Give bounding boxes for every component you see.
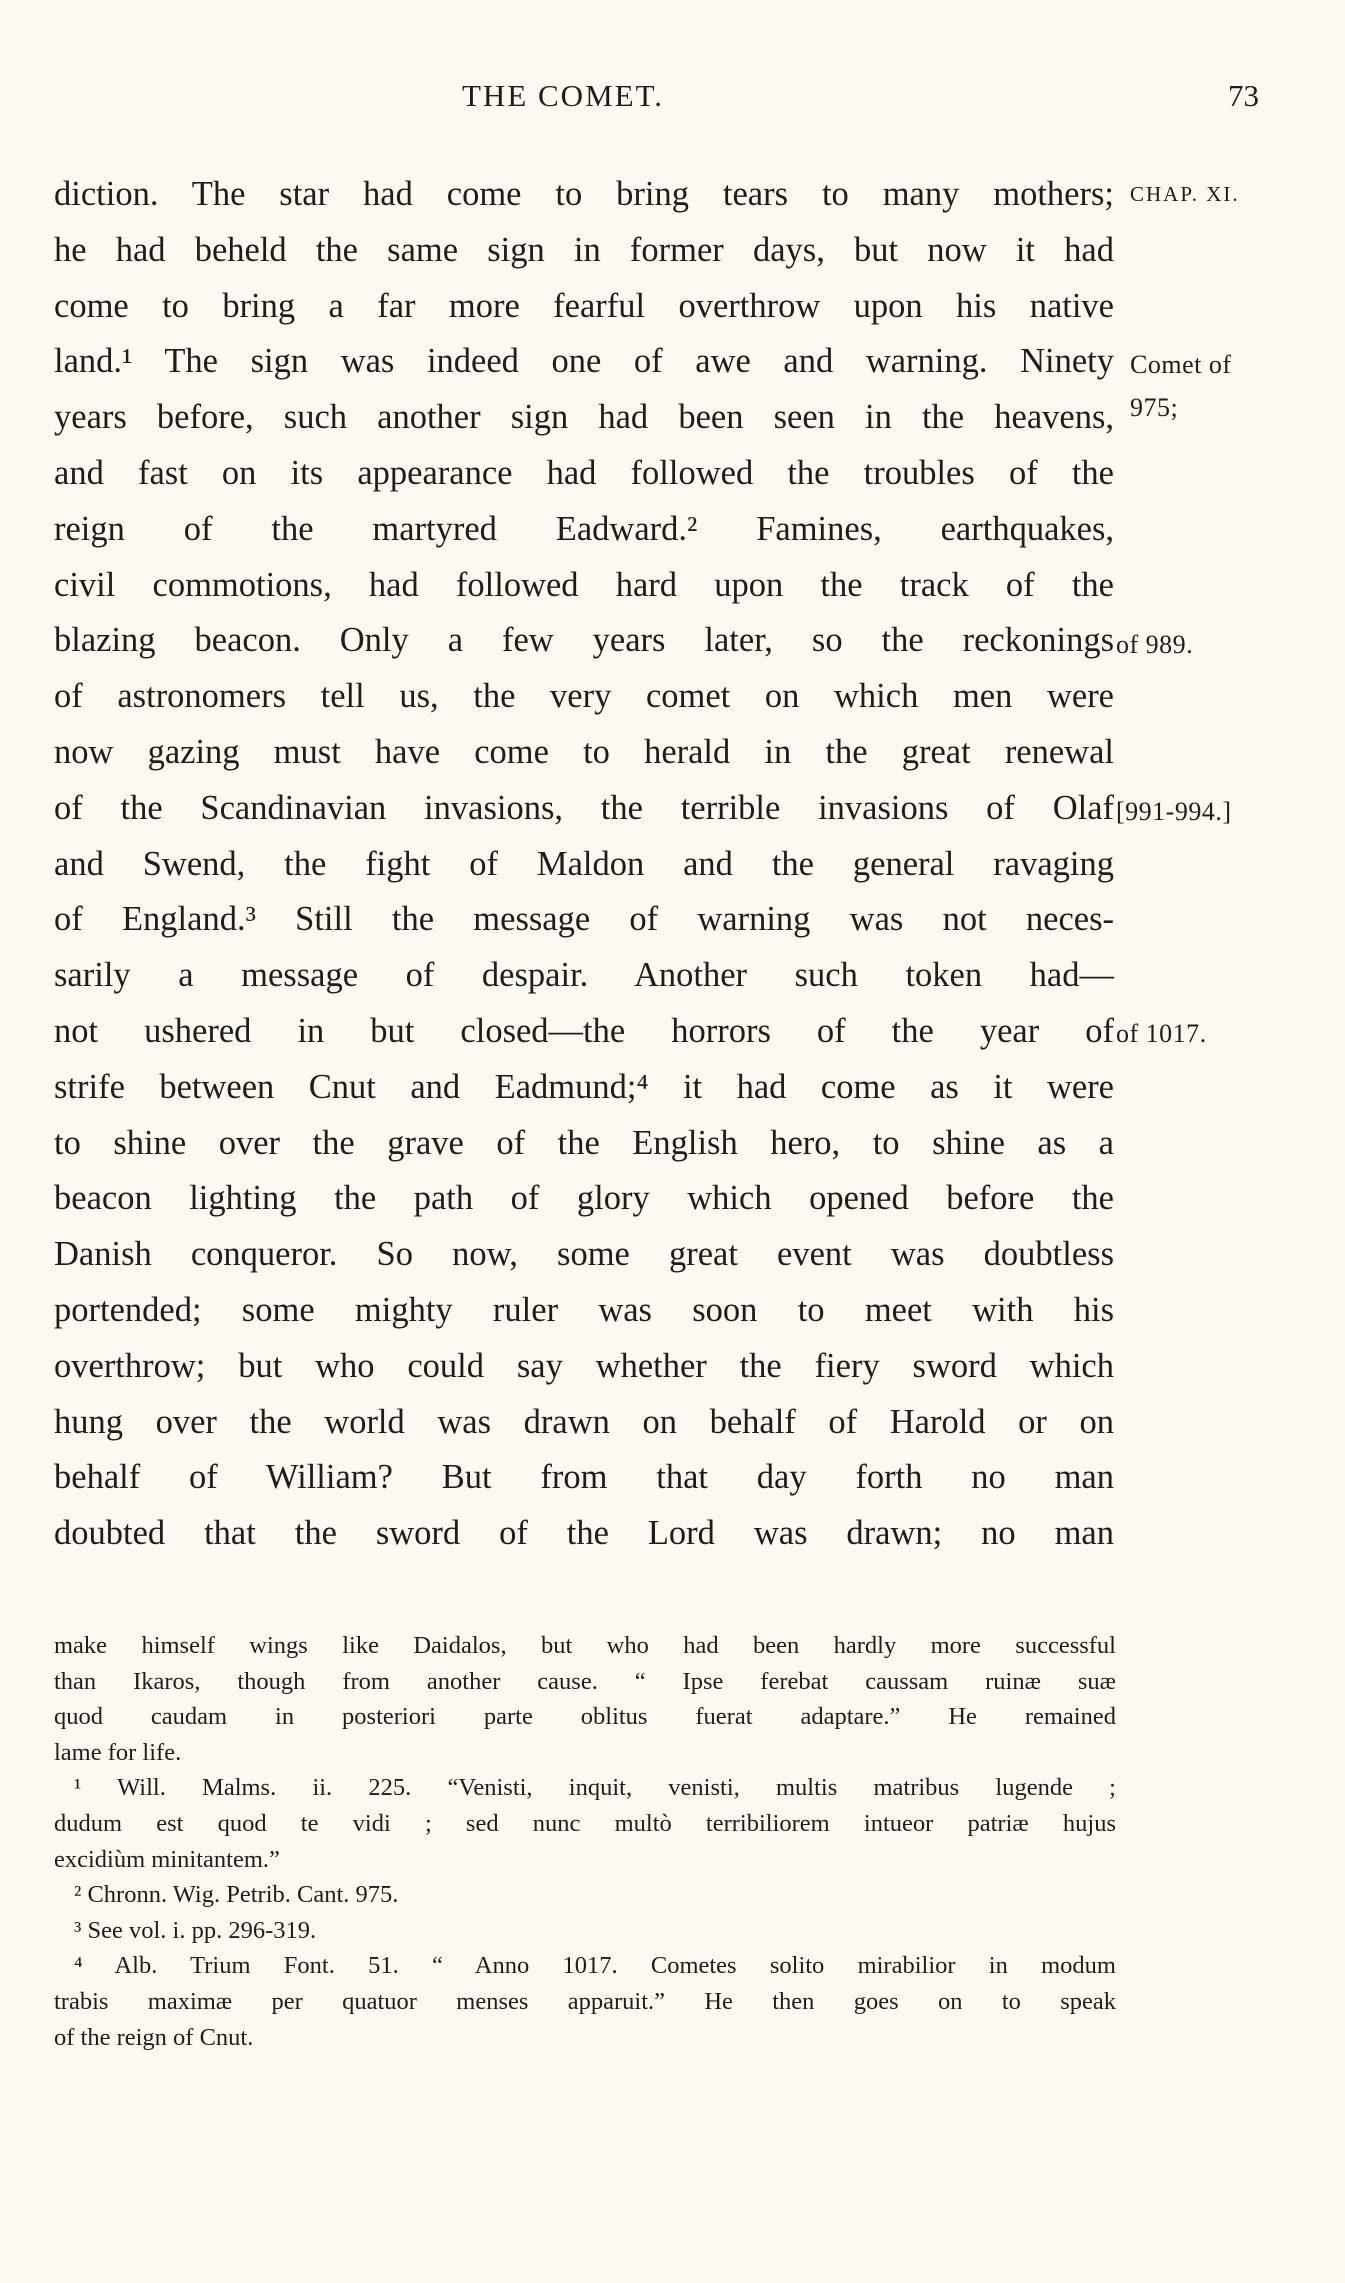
page-number: 73 xyxy=(1228,78,1259,113)
text-line: not ushered in but closed—the horrors of the year of xyxy=(54,1011,1114,1050)
text-line: reign of the martyred Eadward.² Famines, earthquakes, xyxy=(54,509,1114,548)
text-line: he had beheld the same sign in former days, but now it had xyxy=(54,230,1114,269)
footnote-line: lame for life. xyxy=(54,1738,182,1766)
text-line: hung over the world was drawn on behalf of Harold or on xyxy=(54,1402,1114,1441)
text-line: of the Scandinavian invasions, the terrible invasions of Olaf xyxy=(54,788,1114,827)
text-line: diction. The star had come to bring tears to many mothers; xyxy=(54,175,1114,213)
text-line: overthrow; but who could say whether the fiery sword which xyxy=(54,1346,1114,1385)
text-line: sarily a message of despair. Another such token had— xyxy=(54,956,1114,995)
text-line: of astronomers tell us, the very comet on which men were xyxy=(54,677,1114,716)
text-line: blazing beacon. Only a few years later, so the reckonings xyxy=(54,621,1114,660)
text-line: to shine over the grave of the English hero, to shine as a xyxy=(54,1123,1114,1162)
text-line: civil commotions, had followed hard upon the track of the xyxy=(54,565,1114,604)
margin-note-991-994: [991-994.] xyxy=(1116,797,1232,826)
footnote-line: trabis maximæ per quatuor menses apparuit.” He then goes on to speak xyxy=(54,1987,1116,2015)
margin-note-989: of 989. xyxy=(1116,630,1194,659)
footnote-line: dudum est quod te vidi ; sed nunc multò terribiliorem intueor patriæ hujus xyxy=(54,1809,1116,1837)
text-line: and Swend, the fight of Maldon and the general ravaging xyxy=(54,844,1114,883)
text-line: of England.³ Still the message of warning was not neces- xyxy=(54,900,1114,939)
footnote-line: of the reign of Cnut. xyxy=(54,2023,254,2051)
margin-note-chapter: CHAP. XI. xyxy=(1130,182,1240,206)
main-text xyxy=(54,167,1114,1562)
text-line: Danish conqueror. So now, some great event was doubtless xyxy=(54,1235,1114,1274)
footnote-line: than Ikaros, though from another cause. “ Ipse ferebat caussam ruinæ suæ xyxy=(54,1667,1116,1695)
footnotes xyxy=(54,1628,1116,2055)
text-line: years before, such another sign had been seen in the heavens, xyxy=(54,398,1114,437)
footnote-4: ⁴ Alb. Trium Font. 51. “ Anno 1017. Cometes solito mirabilior in modum xyxy=(74,1952,1116,1980)
text-line: strife between Cnut and Eadmund;⁴ it had come as it were xyxy=(54,1067,1114,1106)
footnote-1: ¹ Will. Malms. ii. 225. “Venisti, inquit, venisti, multis matribus lugende ; xyxy=(74,1774,1116,1802)
text-line: behalf of William? But from that day forth no man xyxy=(54,1458,1114,1497)
text-line: doubted that the sword of the Lord was drawn; no man xyxy=(54,1514,1114,1553)
margin-note-year-975: 975; xyxy=(1130,393,1179,422)
footnote-line: excidiùm minitantem.” xyxy=(54,1845,280,1873)
margin-note-1017: of 1017. xyxy=(1116,1019,1207,1048)
text-line: beacon lighting the path of glory which opened before the xyxy=(54,1179,1114,1218)
text-line: now gazing must have come to herald in the great renewal xyxy=(54,732,1114,771)
text-line: and fast on its appearance had followed the troubles of the xyxy=(54,453,1114,492)
text-line: come to bring a far more fearful overthrow upon his native xyxy=(54,286,1114,325)
footnote-line: quod caudam in posteriori parte oblitus fuerat adaptare.” He remained xyxy=(54,1703,1116,1731)
footnote-2: ² Chronn. Wig. Petrib. Cant. 975. xyxy=(74,1881,399,1909)
footnote-line: make himself wings like Daidalos, but who had been hardly more successful xyxy=(54,1632,1116,1659)
footnote-3: ³ See vol. i. pp. 296-319. xyxy=(74,1916,317,1944)
running-title: THE COMET. xyxy=(462,78,664,113)
margin-note-comet-of: Comet of xyxy=(1130,350,1232,379)
running-head xyxy=(0,78,1345,122)
text-line: portended; some mighty ruler was soon to meet with his xyxy=(54,1290,1114,1329)
text-line: land.¹ The sign was indeed one of awe and warning. Ninety xyxy=(54,342,1114,381)
